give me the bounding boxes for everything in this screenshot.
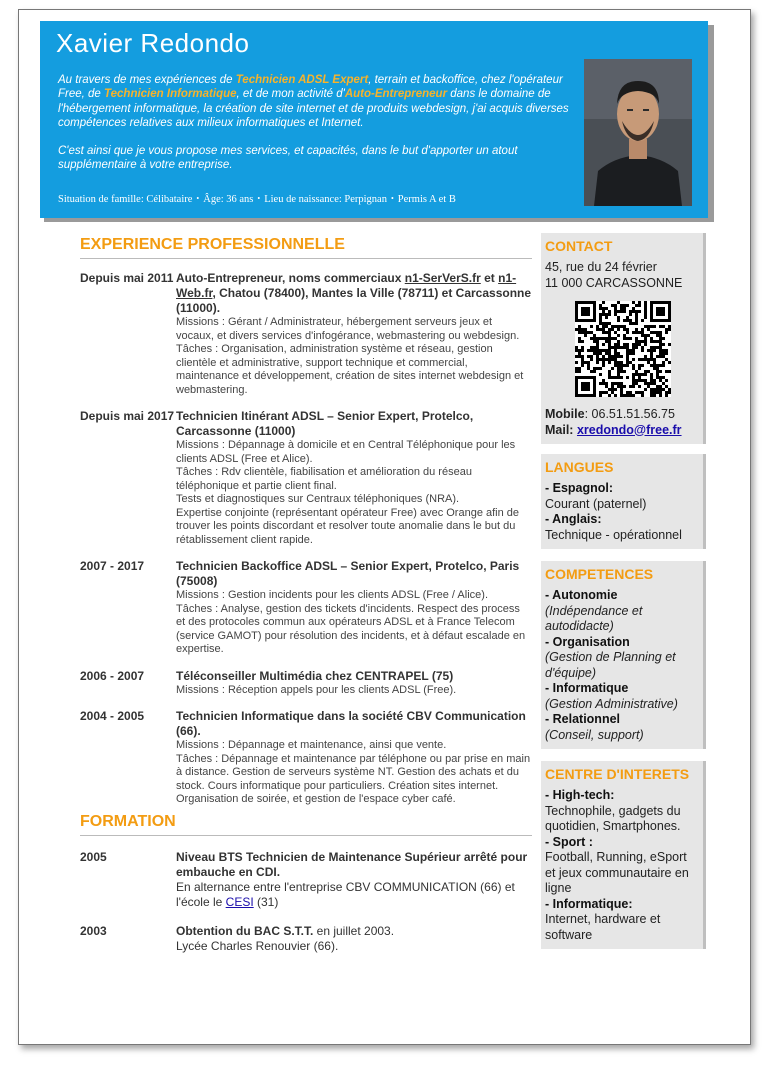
link-cesi[interactable]: CESI — [225, 894, 254, 909]
entry-date: 2003 — [80, 923, 107, 938]
entry-missions: Missions : Réception appels pour les clients ADSL (Free). — [176, 683, 457, 696]
experience-heading: EXPERIENCE PROFESSIONNELLE — [80, 236, 532, 259]
languages-heading: LANGUES — [545, 459, 614, 475]
skill-detail: (Indépendance et autodidacte) — [545, 603, 643, 633]
formation-entry — [80, 850, 532, 910]
entry-title: Auto-Entrepreneur, noms commerciaux n1-SerVerS.fr et n1-Web.fr, Chatou (78400), Mantes la Ville (78711) et Carcassonne (11000). — [176, 271, 532, 315]
interests-box — [541, 761, 706, 949]
entry-date: 2007 - 2017 — [80, 559, 145, 573]
experience-entry — [80, 271, 532, 397]
address-line-2: 11 000 CARCASSONNE — [545, 275, 683, 290]
link-n1-servers[interactable]: n1-SerVerS.fr — [404, 271, 481, 285]
skills-box — [541, 561, 706, 749]
entry-date: 2005 — [80, 849, 107, 864]
entry-title: Niveau BTS Technicien de Maintenance Supérieur arrêté pour embauche en CDI. — [176, 849, 528, 879]
entry-description: Lycée Charles Renouvier (66). — [176, 938, 339, 953]
skill-detail: (Conseil, support) — [545, 727, 644, 742]
entry-tests: Tests et diagnostiques sur Centraux téléphoniques (NRA). — [176, 493, 460, 505]
entry-tasks: Tâches : Dépannage et maintenance par téléphone ou par prise en main à distance. Gestion de serveurs système NT. Gestion des achats et du stock. Cours informatique pour particuliers. Création sites internet. Organisation de soirée, et gestion de l'espace cyber café. — [176, 752, 531, 805]
sidebar — [541, 233, 706, 959]
skills-heading: COMPETENCES — [545, 566, 654, 582]
entry-missions: Missions : Dépannage à domicile et en Central Téléphonique pour les clients ADSL (Free et Alice). — [176, 439, 516, 465]
entry-title: Technicien Backoffice ADSL – Senior Expert, Protelco, Paris (75008) — [176, 559, 520, 588]
experience-entry — [80, 709, 532, 807]
candidate-name: Xavier Redondo — [56, 28, 250, 58]
experience-entry — [80, 559, 532, 657]
interest-item: - Informatique: — [545, 896, 633, 911]
skill-detail: (Gestion de Planning et d'équipe) — [545, 650, 676, 680]
main-column — [80, 236, 532, 966]
entry-date: Depuis mai 2017 — [80, 409, 175, 423]
mobile-line: Mobile: 06.51.51.56.75 — [545, 407, 675, 421]
skill-item: - Organisation — [545, 634, 630, 649]
entry-title: Technicien Informatique dans la société CBV Communication (66). — [176, 709, 526, 738]
contact-heading: CONTACT — [545, 238, 613, 254]
contact-box — [541, 233, 706, 444]
interest-item: - High-tech: — [545, 788, 615, 802]
entry-missions: Missions : Dépannage et maintenance, ainsi que vente. — [176, 739, 447, 751]
email-link[interactable]: xredondo@free.fr — [576, 422, 682, 437]
link-n1-web[interactable]: n1-Web.fr — [176, 271, 517, 300]
entry-date: 2006 - 2007 — [80, 668, 145, 683]
profile-photo — [584, 59, 692, 206]
experience-entry — [80, 669, 532, 698]
interest-detail: Technophile, gadgets du quotidien, Smartphones. — [545, 803, 681, 833]
entry-missions: Missions : Gestion incidents pour les clients ADSL (Free / Alice). — [176, 589, 488, 601]
entry-tasks: Tâches : Rdv clientèle, fiabilisation et amélioration du réseau téléphonique et partie client final. — [176, 466, 472, 492]
entry-tasks: Tâches : Organisation, administration système et réseau, gestion clientèle et administrative, support technique et commercial, maintenance et développement, création de sites internet webdesign et webmastering. — [176, 343, 524, 396]
languages-box — [541, 454, 706, 549]
language-item: - Espagnol: — [545, 481, 614, 495]
entry-date: Depuis mai 2011 — [80, 271, 174, 285]
fact-age: Âge: 36 ans — [203, 194, 254, 205]
entry-title: Technicien Itinérant ADSL – Senior Expert, Protelco, Carcassonne (11000) — [176, 409, 474, 438]
interest-item: - Sport : — [545, 834, 593, 849]
entry-missions: Missions : Gérant / Administrateur, hébergement serveurs jeux et vocaux, et divers services d'infogérance, webmastering ou webdesign. — [176, 316, 520, 342]
fact-family: Situation de famille: Célibataire — [58, 194, 193, 205]
interest-detail: Football, Running, eSport et jeux communautaire en ligne — [545, 850, 689, 895]
skill-item: - Autonomie — [545, 588, 618, 602]
fact-license: Permis A et B — [397, 194, 456, 205]
address-line-1: 45, rue du 24 février — [545, 260, 657, 274]
header-banner — [40, 21, 708, 218]
skill-item: - Relationnel — [545, 712, 621, 726]
qr-code[interactable] — [575, 301, 671, 397]
entry-title: Téléconseiller Multimédia chez CENTRAPEL (75) — [176, 668, 454, 683]
interests-heading: CENTRE D'INTERETS — [545, 766, 690, 782]
intro-paragraph-2: C'est ainsi que je vous propose mes services, et capacités, dans le but d'apporter un atout supplémentaire à votre entreprise. — [58, 145, 518, 172]
skill-detail: (Gestion Administrative) — [545, 696, 678, 711]
language-level: Technique - opérationnel — [545, 527, 682, 542]
fact-birthplace: Lieu de naissance: Perpignan — [264, 194, 387, 205]
skill-item: - Informatique — [545, 681, 629, 695]
language-level: Courant (paternel) — [545, 496, 647, 511]
personal-facts: Situation de famille: Célibataire • Âge: 36 ans • Lieu de naissance: Perpignan • Permis A et B — [58, 194, 456, 205]
intro-text — [58, 73, 584, 187]
intro-paragraph-1: Au travers de mes expériences de Technicien ADSL Expert, terrain et backoffice, chez l'opérateur Free, de Technicien Informatique, et de mon activité d'Auto-Entrepreneur dans le domaine de l'hébergement informatique, la création de site internet et de produits webdesign, j'ai acquis diverses compétences relatives aux milieux informatiques et Internet. — [58, 74, 569, 129]
entry-date: 2004 - 2005 — [80, 709, 145, 723]
entry-expertise: Expertise conjointe (représentant opérateur Free) avec Orange afin de trouver les points discordant et resolver toute anomalie dans le but du rétablissement client rapide. — [176, 506, 520, 546]
entry-tasks: Tâches : Analyse, gestion des tickets d'incidents. Respect des process et des protocoles commun aux opérateurs ADSL et à France Telecom (service GAMOT) pour résolution des incidents, et à défaut escalade en expertise. — [176, 602, 526, 655]
language-item: - Anglais: — [545, 512, 602, 526]
entry-title: Obtention du BAC S.T.T. en juillet 2003. — [176, 923, 395, 938]
mail-line: Mail: xredondo@free.fr — [545, 422, 682, 437]
experience-entry — [80, 409, 532, 547]
formation-heading: FORMATION — [80, 813, 532, 836]
interest-detail: Internet, hardware et software — [545, 912, 661, 942]
entry-description: En alternance entre l'entreprise CBV COMMUNICATION (66) et l'école le CESI (31) — [176, 879, 515, 909]
formation-entry — [80, 924, 532, 954]
